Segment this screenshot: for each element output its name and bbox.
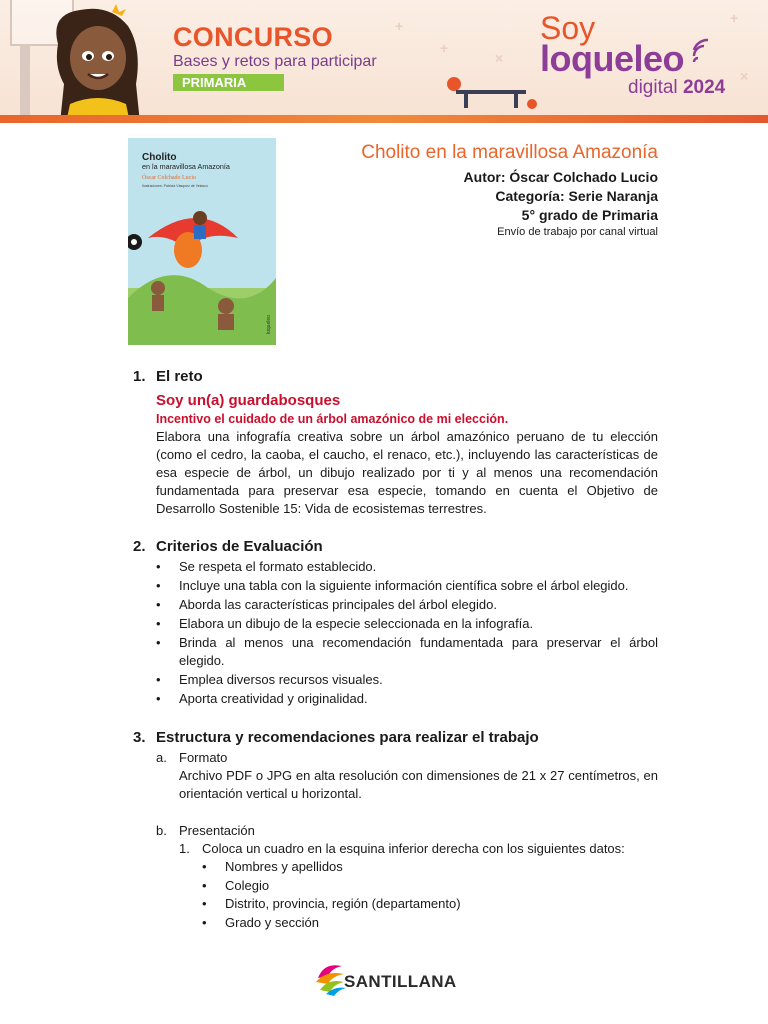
hoop-pole-decoration	[20, 44, 30, 115]
challenge-name: Soy un(a) guardabosques	[156, 392, 341, 409]
section-number: 3.	[133, 729, 146, 746]
list-item: • Incluye una tabla con la siguiente información científica sobre el árbol elegido.	[156, 578, 629, 593]
bullet-icon: •	[156, 559, 161, 574]
list-item: • Colegio	[202, 877, 270, 893]
bullet-icon: •	[202, 877, 207, 893]
subsection-title: Formato	[179, 750, 228, 765]
list-item: • Elabora un dibujo de la especie seleccionada en la infografía.	[156, 616, 534, 631]
cover-illustrator: Ilustraciones: Patricia Vásquez de Velasco	[142, 184, 208, 188]
cover-publisher: loqueleo	[266, 315, 272, 334]
sparkle-icon: ×	[495, 50, 504, 66]
brand-digital	[628, 77, 725, 99]
section-title: Criterios de Evaluación	[156, 538, 323, 555]
section-2-heading	[133, 538, 658, 556]
list-item: • Aporta creatividad y originalidad.	[156, 691, 368, 706]
signal-icon	[688, 36, 716, 64]
book-category: Categoría: Serie Naranja	[495, 188, 658, 204]
cover-title-line2: en la maravillosa Amazonía	[142, 162, 230, 171]
subsection-presentation	[156, 822, 658, 840]
brand-loqueleo: loqueleo	[540, 38, 685, 79]
list-item: • Brinda al menos una recomendación fundamentada para preservar el árbol elegido.	[156, 635, 658, 668]
contest-title: CONCURSO	[173, 22, 333, 52]
list-item: • Se respeta el formato establecido.	[156, 559, 377, 574]
girl-illustration	[40, 4, 160, 123]
book-author: Autor: Óscar Colchado Lucio	[463, 169, 658, 185]
sparkle-icon: +	[730, 10, 739, 26]
brand-year: 2024	[682, 77, 726, 98]
bullet-icon: •	[156, 616, 161, 631]
challenge-description: Elabora una infografía creativa sobre un árbol amazónico peruano de tu elección (como el cedro, la caoba, el caucho, el renaco, etc.), incluyendo las características de esa especie de árbol, un dibujo realizado por ti y al menos una recomendación fundamentada para preservar esa especie, tomando en cuenta el Objetivo de Desarrollo Sostenible 15: Vida de ecosistemas terrestres.	[156, 429, 658, 516]
bullet-icon: •	[156, 672, 161, 687]
section-title: Estructura y recomendaciones para realizar el trabajo	[156, 729, 539, 746]
section-3-heading	[133, 729, 658, 747]
criteria-list	[133, 558, 658, 708]
bullet-icon: •	[156, 578, 161, 593]
section-1-heading	[133, 368, 658, 386]
list-item: • Aborda las características principales del árbol elegido.	[156, 597, 497, 612]
brand-digital-label: digital	[628, 77, 678, 98]
section-number: 1.	[133, 368, 146, 385]
book-cover	[128, 138, 276, 345]
bullet-icon: •	[202, 896, 207, 911]
section-title: El reto	[156, 368, 203, 385]
list-item: • Grado y sección	[202, 914, 319, 930]
bullet-icon: •	[202, 914, 207, 930]
contest-subtitle: Bases y retos para participar	[173, 53, 377, 70]
sparkle-icon: +	[440, 40, 449, 56]
cover-author: Óscar Colchado Lucio	[142, 175, 196, 181]
challenge-tagline: Incentivo el cuidado de un árbol amazónico de mi elección.	[156, 412, 509, 426]
header-banner	[0, 0, 768, 123]
sparkle-icon: +	[395, 18, 404, 34]
book-grade: 5° grado de Primaria	[521, 207, 658, 223]
presentation-step	[179, 840, 658, 858]
book-title: Cholito en la maravillosa Amazonía	[361, 142, 658, 163]
cover-title-line1: Cholito	[142, 152, 177, 163]
bullet-icon: •	[202, 859, 207, 874]
step-number: 1.	[179, 841, 190, 856]
bullet-icon: •	[156, 597, 161, 612]
subsection-mark: a.	[156, 750, 167, 765]
subsection-format	[156, 749, 658, 767]
bench-illustration	[440, 76, 540, 110]
level-badge: PRIMARIA	[173, 74, 284, 91]
footer-publisher: SANTILLANA	[344, 972, 457, 991]
banner-stripe	[0, 115, 768, 123]
sparkle-icon: ×	[740, 68, 749, 84]
format-text: Archivo PDF o JPG en alta resolución con dimensiones de 21 x 27 centímetros, en orientación vertical u horizontal.	[179, 768, 658, 801]
brand-soy: Soy	[540, 10, 596, 46]
list-item: • Nombres y apellidos	[202, 859, 343, 874]
required-data-list	[156, 858, 658, 932]
subsection-mark: b.	[156, 823, 167, 838]
list-item: • Emplea diversos recursos visuales.	[156, 672, 383, 687]
bullet-icon: •	[156, 691, 161, 706]
delivery-note: Envío de trabajo por canal virtual	[497, 226, 658, 238]
list-item: • Distrito, provincia, región (departamento)	[202, 896, 461, 911]
step-text: Coloca un cuadro en la esquina inferior derecha con los siguientes datos:	[202, 841, 625, 856]
main-content	[133, 368, 658, 932]
subsection-title: Presentación	[179, 823, 255, 838]
bullet-icon: •	[156, 635, 161, 650]
section-number: 2.	[133, 538, 146, 555]
